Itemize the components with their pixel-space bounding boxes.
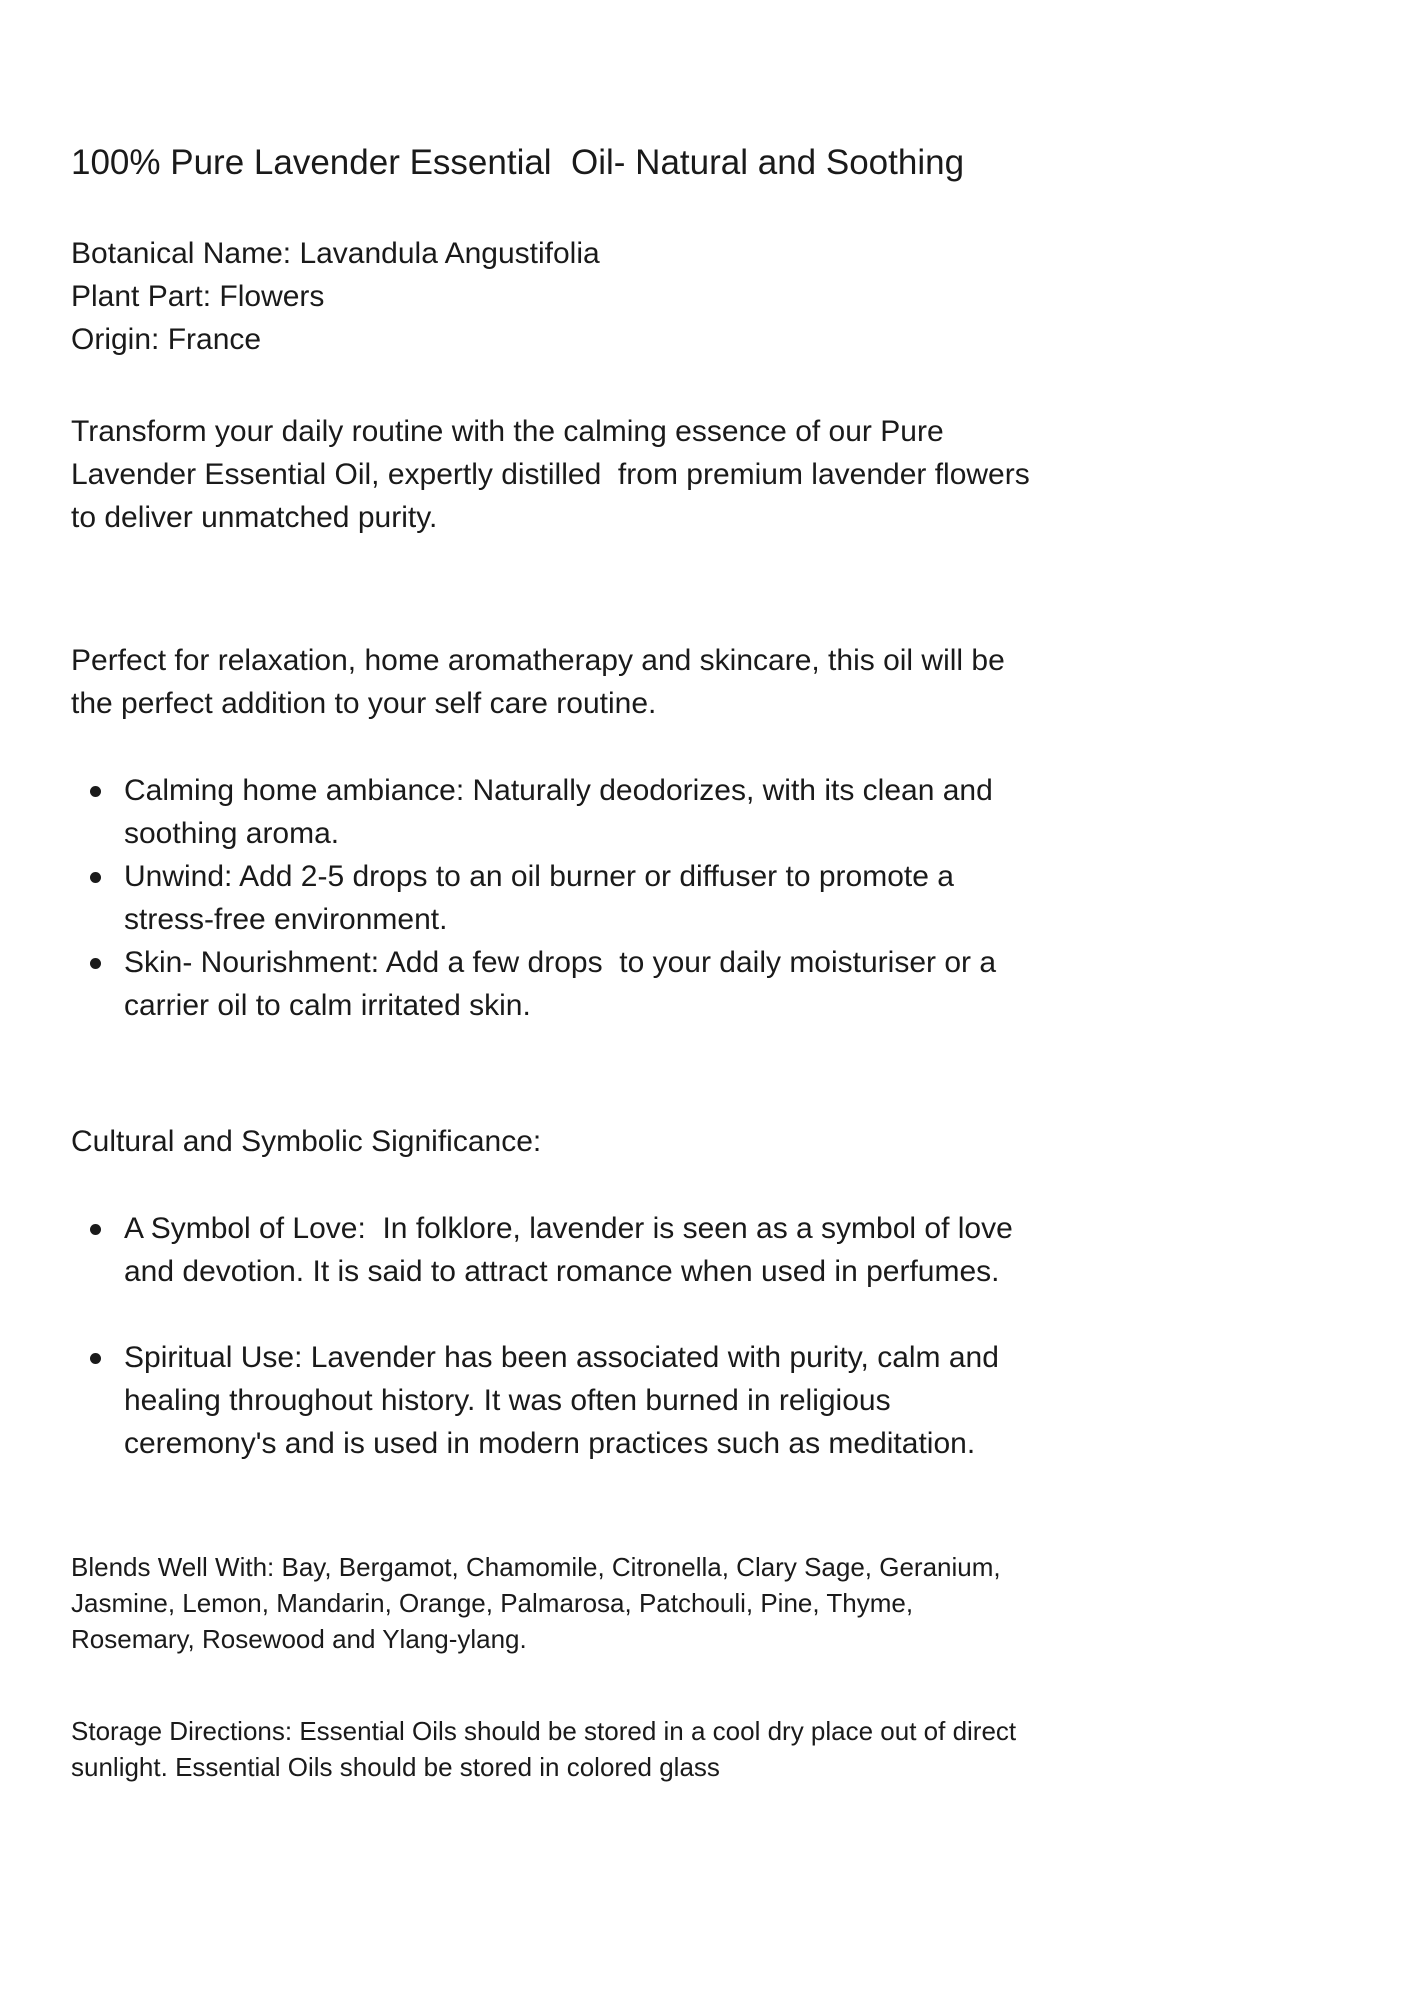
benefit-text: Calming home ambiance: Naturally deodorizes, with its clean and soothing aroma. — [124, 774, 1002, 850]
intro-paragraph: Transform your daily routine with the calming essence of our Pure Lavender Essential Oil, expertly distilled from premium lavender flowers to deliver unmatched purity. — [71, 415, 1047, 534]
origin: Origin: France — [71, 323, 262, 356]
cultural-item-spiritual — [71, 1336, 1031, 1465]
bullet-icon — [90, 958, 101, 969]
bullet-icon — [90, 1353, 101, 1364]
bullet-icon — [90, 872, 101, 883]
benefit-text: Skin- Nourishment: Add a few drops to your daily moisturiser or a carrier oil to calm irritated skin. — [124, 946, 1005, 1022]
cultural-heading: Cultural and Symbolic Significance: — [71, 1125, 542, 1158]
benefit-item-skin — [71, 941, 1031, 1027]
product-details — [71, 232, 1031, 361]
bullet-icon — [90, 1224, 101, 1235]
storage-directions: Storage Directions: Essential Oils should be stored in a cool dry place out of direct sunlight. Essential Oils should be stored in colored glass — [71, 1716, 1024, 1782]
product-description — [71, 138, 1047, 1785]
cultural-text: Spiritual Use: Lavender has been associated with purity, calm and healing throughout history. It was often burned in religious ceremony's and is used in modern practices such as meditation. — [124, 1341, 1008, 1460]
blends-well-with: Blends Well With: Bay, Bergamot, Chamomile, Citronella, Clary Sage, Geranium, Jasmine, Lemon, Mandarin, Orange, Palmarosa, Patchouli, Pine, Thyme, Rosemary, Rosewood and Ylang-ylang. — [71, 1552, 1008, 1654]
usage-paragraph: Perfect for relaxation, home aromatherapy and skincare, this oil will be the perfect addition to your self care routine. — [71, 644, 1014, 720]
bullet-icon — [90, 786, 101, 797]
benefits-list — [71, 769, 1031, 1027]
plant-part: Plant Part: Flowers — [71, 280, 325, 313]
cultural-text: A Symbol of Love: In folklore, lavender is seen as a symbol of love and devotion. It is said to attract romance when used in perfumes. — [124, 1212, 1022, 1288]
cultural-item-love — [71, 1207, 1031, 1293]
benefit-item-unwind — [71, 855, 1031, 941]
cultural-list — [71, 1207, 1031, 1465]
benefit-text: Unwind: Add 2-5 drops to an oil burner or diffuser to promote a stress-free environment. — [124, 860, 963, 936]
botanical-name: Botanical Name: Lavandula Angustifolia — [71, 237, 600, 270]
benefit-item-ambiance — [71, 769, 1031, 855]
product-title: 100% Pure Lavender Essential Oil- Natural and Soothing — [71, 143, 965, 182]
